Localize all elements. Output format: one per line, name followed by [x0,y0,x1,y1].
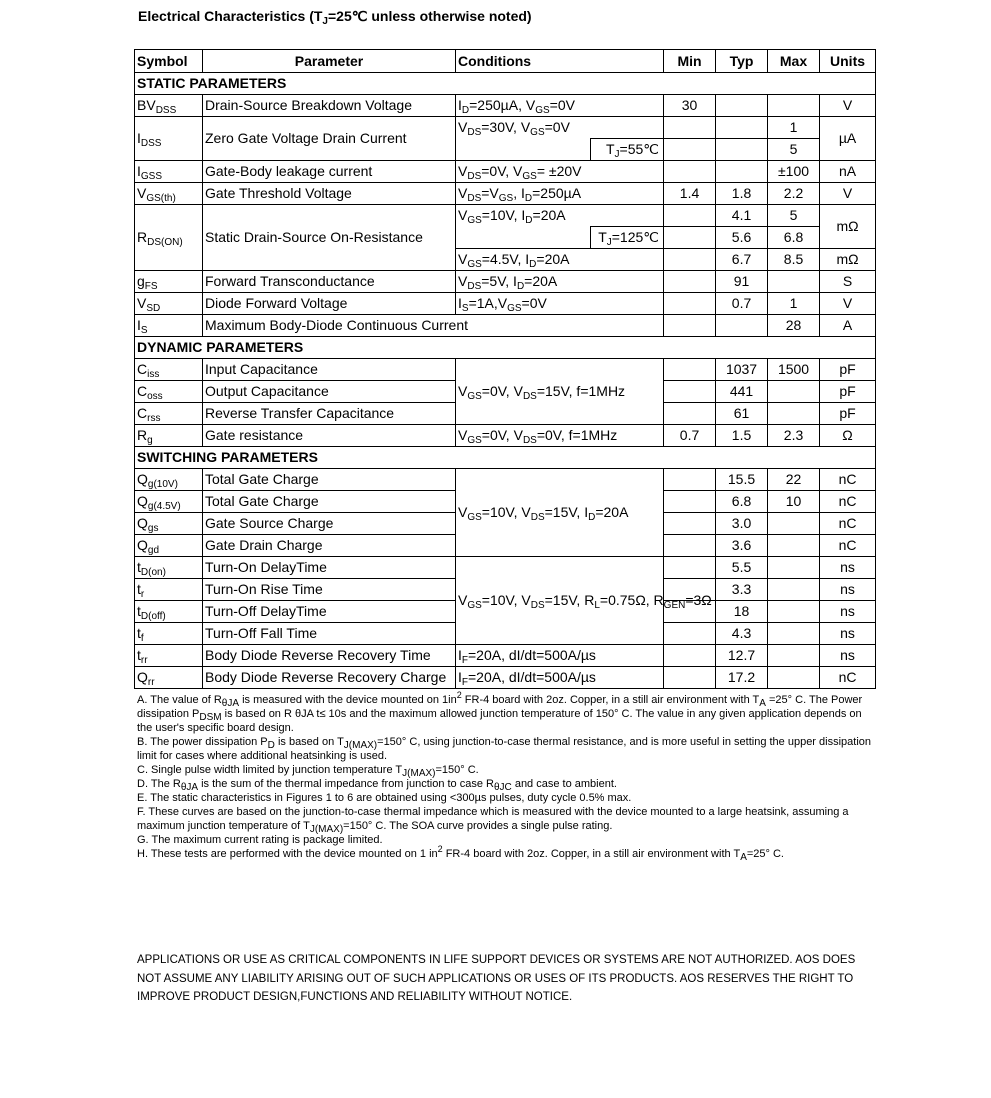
units-cell: nC [820,513,876,535]
parameter-cell: Static Drain-Source On-Resistance [203,205,456,271]
table-row [135,161,876,183]
parameter-cell: Total Gate Charge [203,491,456,513]
min-cell [664,535,716,557]
table-row [135,645,876,667]
parameter-cell: Output Capacitance [203,381,456,403]
min-cell [664,315,716,337]
parameter-cell: Gate Source Charge [203,513,456,535]
units-cell: A [820,315,876,337]
parameter-cell: Diode Forward Voltage [203,293,456,315]
section-switching: SWITCHING PARAMETERS [135,447,876,469]
max-cell: 1500 [768,359,820,381]
symbol-cell: $Q_{g(10V)}$ [135,469,203,491]
header-parameter: Parameter [203,50,456,73]
max-cell: 8.5 [768,249,820,271]
units-cell: ns [820,601,876,623]
max-cell [768,645,820,667]
parameter-cell: Input Capacitance [203,359,456,381]
max-cell: ±100 [768,161,820,183]
table-row [135,425,876,447]
typ-cell: 3.3 [716,579,768,601]
parameter-cell: Reverse Transfer Capacitance [203,403,456,425]
typ-cell: 4.1 [716,205,768,227]
min-cell [664,293,716,315]
min-cell [664,557,716,579]
parameter-cell: Gate-Body leakage current [203,161,456,183]
header-min: Min [664,50,716,73]
max-cell: 1 [768,117,820,139]
typ-cell: 15.5 [716,469,768,491]
symbol-cell: $Q_{rr}$ [135,667,203,689]
units-cell: ns [820,579,876,601]
header-max: Max [768,50,820,73]
units-cell: mΩ [820,249,876,271]
section-dynamic: DYNAMIC PARAMETERS [135,337,876,359]
max-cell [768,403,820,425]
conditions-cell: $V_{GS}=10V$, $V_{DS}=15V$, $I_D=20A$ [456,469,664,557]
conditions-cell: $I_D=250\mu A$, $V_{GS}=0V$ [456,95,664,117]
conditions-cell: $V_{GS}=10V$, $I_D=20A$ [456,205,664,227]
typ-cell: 441 [716,381,768,403]
conditions-temp-cell: $T_J=55℃$ [591,139,664,161]
max-cell: 10 [768,491,820,513]
parameter-cell: Gate resistance [203,425,456,447]
min-cell: 30 [664,95,716,117]
conditions-cell: $I_S=1A,V_{GS}=0V$ [456,293,664,315]
typ-cell: 6.7 [716,249,768,271]
typ-cell: 17.2 [716,667,768,689]
conditions-spacer [456,227,591,249]
symbol-cell: $C_{oss}$ [135,381,203,403]
table-row [135,359,876,381]
min-cell: 0.7 [664,425,716,447]
units-cell: nA [820,161,876,183]
symbol-cell: $Q_{gd}$ [135,535,203,557]
parameter-cell: Total Gate Charge [203,469,456,491]
min-cell [664,117,716,139]
units-cell: pF [820,381,876,403]
typ-cell: 5.6 [716,227,768,249]
min-cell [664,667,716,689]
min-cell [664,513,716,535]
min-cell [664,645,716,667]
min-cell [664,271,716,293]
max-cell [768,579,820,601]
typ-cell: 1.8 [716,183,768,205]
parameter-cell: Maximum Body-Diode Continuous Current [203,315,664,337]
typ-cell: 61 [716,403,768,425]
parameter-cell: Forward Transconductance [203,271,456,293]
typ-cell [716,161,768,183]
footnote-c: C. Single pulse width limited by junction temperature $T_{J(MAX)}=150^\circ$ C. [137,764,479,779]
max-cell: 6.8 [768,227,820,249]
symbol-cell: $BV_{DSS}$ [135,95,203,117]
footnote-e: E. The static characteristics in Figures 1 to 6 are obtained using <300µs pulses, duty cycle 0.5% max. [137,792,632,804]
table-row [135,293,876,315]
units-cell: nC [820,667,876,689]
symbol-cell: $Q_{gs}$ [135,513,203,535]
typ-cell: 12.7 [716,645,768,667]
units-cell: nC [820,469,876,491]
footnote-d: D. The $R_{\theta JA}$ is the sum of the thermal impedance from junction to case $R_{\theta JC}$ and case to ambient. [137,778,617,793]
conditions-cell: $V_{GS}=4.5V$, $I_D=20A$ [456,249,664,271]
table-row [135,557,876,579]
max-cell [768,95,820,117]
table-row [135,95,876,117]
units-cell: ns [820,557,876,579]
header-row [135,50,876,73]
typ-cell: 1037 [716,359,768,381]
symbol-cell: $I_{GSS}$ [135,161,203,183]
symbol-cell: $t_{rr}$ [135,645,203,667]
units-cell: ns [820,645,876,667]
units-cell: Ω [820,425,876,447]
typ-cell: 3.0 [716,513,768,535]
header-symbol: Symbol [135,50,203,73]
symbol-cell: $t_f$ [135,623,203,645]
conditions-cell: $I_F=20A$, dI/dt=500A/µs [456,667,664,689]
header-units: Units [820,50,876,73]
max-cell [768,601,820,623]
units-cell: pF [820,403,876,425]
max-cell [768,535,820,557]
conditions-cell: $V_{DS}=V_{GS}$, $I_D=250\mu A$ [456,183,664,205]
parameter-cell: Gate Threshold Voltage [203,183,456,205]
min-cell [664,359,716,381]
units-cell: mΩ [820,205,876,249]
conditions-cell: $V_{DS}=5V$, $I_D=20A$ [456,271,664,293]
typ-cell: 18 [716,601,768,623]
parameter-cell: Body Diode Reverse Recovery Time [203,645,456,667]
conditions-cell: $V_{GS}=10V$, $V_{DS}=15V$, $R_L=0.75\Omega$, $R_{GEN}=3\Omega$ [456,557,664,645]
table-row [135,117,876,139]
min-cell [664,491,716,513]
symbol-cell: $Q_{g(4.5V)}$ [135,491,203,513]
symbol-cell: $I_{DSS}$ [135,117,203,161]
units-cell: V [820,183,876,205]
table-row [135,205,876,227]
min-cell [664,249,716,271]
typ-cell: 3.6 [716,535,768,557]
typ-cell [716,315,768,337]
table-row [135,667,876,689]
units-cell: nC [820,491,876,513]
symbol-cell: $R_{DS(ON)}$ [135,205,203,271]
units-cell: V [820,293,876,315]
parameter-cell: Body Diode Reverse Recovery Charge [203,667,456,689]
typ-cell [716,117,768,139]
min-cell [664,161,716,183]
symbol-cell: $R_g$ [135,425,203,447]
conditions-cell: $V_{GS}=0V$, $V_{DS}=15V$, f=1MHz [456,359,664,425]
min-cell [664,227,716,249]
footnote-b: B. The power dissipation $P_D$ is based on $T_{J(MAX)}=150^\circ$ C, using junction-to-case thermal resistance, and is more useful in setting the upper dissipation limit for cases where additional heatsinking is used. [137,736,872,762]
max-cell: 5 [768,139,820,161]
table-row [135,315,876,337]
conditions-cell: $V_{DS}=30V$, $V_{GS}=0V$ [456,117,664,139]
symbol-cell: $t_{D(on)}$ [135,557,203,579]
min-cell [664,381,716,403]
parameter-cell: Turn-On DelayTime [203,557,456,579]
electrical-characteristics-table [134,49,876,689]
symbol-cell: $C_{rss}$ [135,403,203,425]
units-cell: V [820,95,876,117]
max-cell [768,513,820,535]
table-row [135,271,876,293]
table-title: Electrical Characteristics ($T_J=25℃$ unless otherwise noted) [138,8,532,27]
units-cell: pF [820,359,876,381]
max-cell [768,381,820,403]
typ-cell: 91 [716,271,768,293]
min-cell [664,469,716,491]
units-cell: ns [820,623,876,645]
min-cell [664,139,716,161]
parameter-cell: Turn-Off DelayTime [203,601,456,623]
symbol-cell: $t_r$ [135,579,203,601]
typ-cell [716,139,768,161]
symbol-cell: $V_{SD}$ [135,293,203,315]
disclaimer: APPLICATIONS OR USE AS CRITICAL COMPONENTS IN LIFE SUPPORT DEVICES OR SYSTEMS ARE NOT AUTHORIZED. AOS DOES NOT ASSUME ANY LIABILITY ARISING OUT OF SUCH APPLICATIONS OR USES OF ITS PRODUCTS. AOS RESERVES THE RIGHT TO IMPROVE PRODUCT DESIGN,FUNCTIONS AND RELIABILITY WITHOUT NOTICE. [137,954,856,1003]
typ-cell [716,95,768,117]
parameter-cell: Gate Drain Charge [203,535,456,557]
footnote-h: H. These tests are performed with the device mounted on 1 $in^2$ FR-4 board with 2oz. Copper, in a still air environment with $T_A=25^\circ$ C. [137,844,784,863]
max-cell: 2.2 [768,183,820,205]
min-cell [664,205,716,227]
typ-cell: 1.5 [716,425,768,447]
typ-cell: 0.7 [716,293,768,315]
typ-cell: 5.5 [716,557,768,579]
conditions-temp-cell: $T_J=125℃$ [591,227,664,249]
footnote-f: F. These curves are based on the junction-to-case thermal impedance which is measured with the device mounted to a large heatsink, assuming a maximum junction temperature of $T_{J(MAX)}=150^\circ$ C. The SOA curve provides a single pulse rating. [137,806,849,835]
units-cell: S [820,271,876,293]
units-cell: nC [820,535,876,557]
max-cell: 2.3 [768,425,820,447]
max-cell: 22 [768,469,820,491]
parameter-cell: Turn-On Rise Time [203,579,456,601]
min-cell: 1.4 [664,183,716,205]
parameter-cell: Drain-Source Breakdown Voltage [203,95,456,117]
max-cell: 5 [768,205,820,227]
conditions-cell: $I_F=20A$, dI/dt=500A/µs [456,645,664,667]
typ-cell: 4.3 [716,623,768,645]
conditions-cell: $V_{GS}=0V$, $V_{DS}=0V$, f=1MHz [456,425,664,447]
header-typ: Typ [716,50,768,73]
units-cell: µA [820,117,876,161]
parameter-cell: Turn-Off Fall Time [203,623,456,645]
footnote-a: A. The value of $R_{\theta JA}$ is measured with the device mounted on $1in^2$ FR-4 board with 2oz. Copper, in a still air environment with $T_A =25^\circ$ C. The Power dissipation $P_{DSM}$ is based on R θJA t≤ 10s and the maximum allowed junction temperature of 150° C. The value in any given application depends on the user's specific board design. [137,690,863,734]
min-cell [664,403,716,425]
table-row [135,469,876,491]
footnote-g: G. The maximum current rating is package limited. [137,834,383,846]
max-cell: 1 [768,293,820,315]
conditions-cell: $V_{DS}=0V$, $V_{GS}= \pm 20V$ [456,161,664,183]
symbol-cell: $g_{FS}$ [135,271,203,293]
min-cell [664,623,716,645]
symbol-cell: $t_{D(off)}$ [135,601,203,623]
max-cell: 28 [768,315,820,337]
symbol-cell: $C_{iss}$ [135,359,203,381]
symbol-cell: $I_S$ [135,315,203,337]
footnotes [137,690,877,863]
typ-cell: 6.8 [716,491,768,513]
max-cell [768,557,820,579]
max-cell [768,271,820,293]
parameter-cell: Zero Gate Voltage Drain Current [203,117,456,161]
symbol-cell: $V_{GS(th)}$ [135,183,203,205]
max-cell [768,667,820,689]
table-row [135,183,876,205]
header-conditions: Conditions [456,50,664,73]
conditions-spacer [456,139,591,161]
max-cell [768,623,820,645]
section-static: STATIC PARAMETERS [135,73,876,95]
